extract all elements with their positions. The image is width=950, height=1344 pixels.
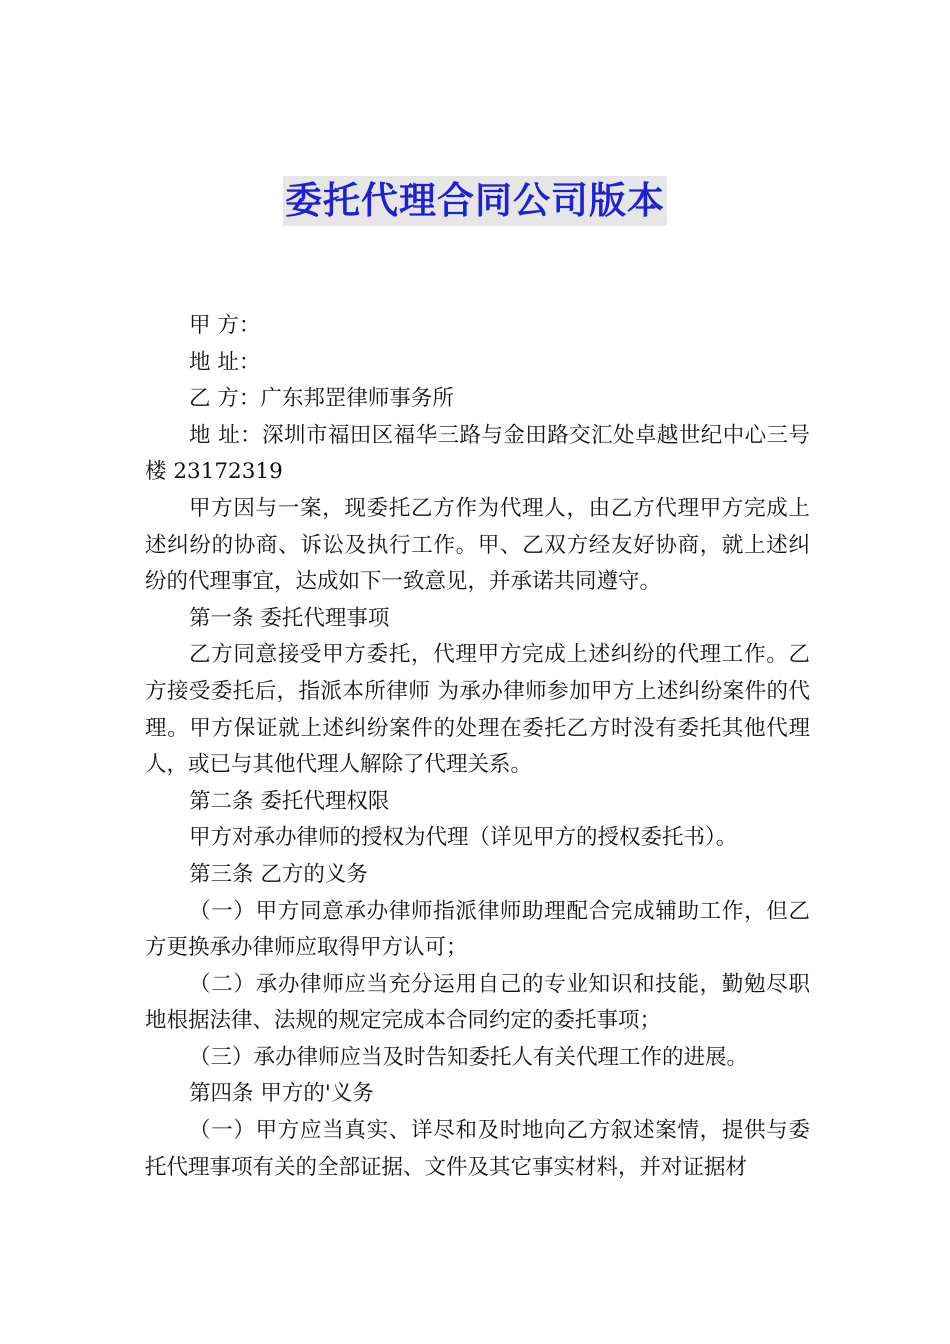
title-block [0, 176, 950, 226]
article-3-heading: 第三条 乙方的义务 [189, 861, 368, 887]
article-2-paragraph: 甲方对承办律师的授权为代理（详见甲方的授权委托书）。 [189, 825, 738, 851]
document-title: 委托代理合同公司版本 [283, 176, 667, 226]
article-3-item-1: （一）甲方同意承办律师指派律师助理配合完成辅助工作，但乙方更换承办律师应取得甲方认可； [145, 898, 810, 961]
article-1-heading: 第一条 委托代理事项 [189, 605, 390, 631]
article-3-item-2: （二）承办律师应当充分运用自己的专业知识和技能，勤勉尽职地根据法律、法规的规定完成本合同约定的委托事项； [145, 971, 810, 1034]
party-b-address-line: 地 址：深圳市福田区福华三路与金田路交汇处卓越世纪中心三号楼 23172319 [145, 422, 810, 485]
article-3-item-3: （三）承办律师应当及时告知委托人有关代理工作的进展。 [189, 1044, 749, 1070]
article-2-heading: 第二条 委托代理权限 [189, 788, 390, 814]
party-a-address-line: 地 址： [189, 349, 261, 375]
article-4-item-1: （一）甲方应当真实、详尽和及时地向乙方叙述案情，提供与委托代理事项有关的全部证据、文件及其它事实材料，并对证据材 [145, 1118, 810, 1180]
party-a-line: 甲 方： [189, 313, 261, 338]
preamble-paragraph: 甲方因与一案，现委托乙方作为代理人，由乙方代理甲方完成上述纠纷的协商、诉讼及执行工作。甲、乙双方经友好协商，就上述纠纷的代理事宜，达成如下一致意见，并承诺共同遵守。 [145, 495, 810, 595]
document-body [145, 308, 810, 1186]
party-b-line: 乙 方：广东邦罡律师事务所 [189, 386, 454, 412]
article-4-heading: 第四条 甲方的'义务 [189, 1081, 374, 1107]
article-1-paragraph: 乙方同意接受甲方委托，代理甲方完成上述纠纷的代理工作。乙方接受委托后，指派本所律师 为承办律师参加甲方上述纠纷案件的代理。甲方保证就上述纠纷案件的处理在委托乙方时没有委托其他代理人，或已与其他代理人解除了代理关系。 [145, 642, 810, 778]
